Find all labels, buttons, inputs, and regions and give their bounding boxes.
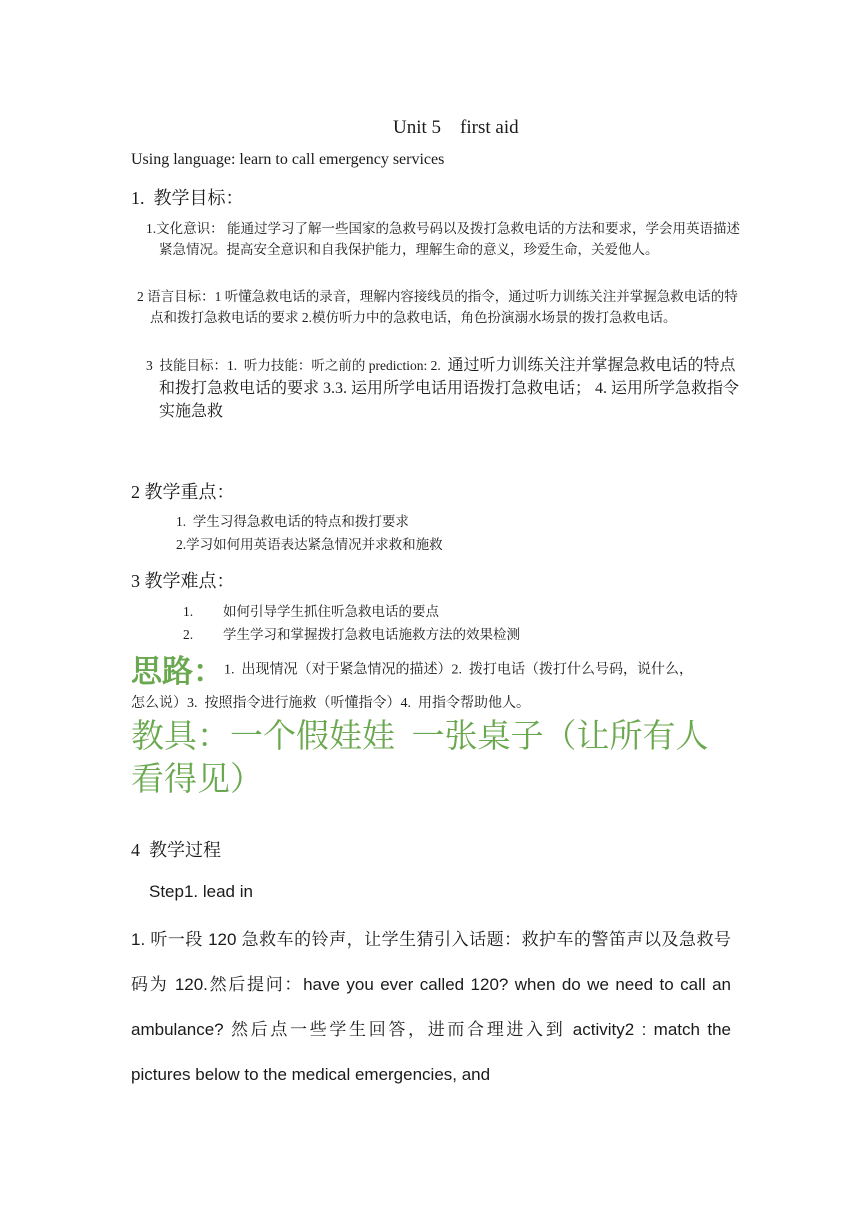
- difficulties-heading: 3 教学难点：: [131, 571, 235, 591]
- difficulty-item-2: [183, 624, 520, 645]
- approach-line-1: [131, 646, 693, 691]
- objectives-heading: 1. 教学目标：: [131, 188, 244, 208]
- key-point-item-2: 2.学习如何用英语表达紧急情况并求救和施救: [176, 537, 443, 552]
- process-step-1: Step1. lead in: [149, 882, 253, 901]
- difficulty-item-1: [183, 601, 439, 622]
- objective-item-skills: [146, 354, 743, 423]
- difficulty-number: 2.: [183, 627, 194, 642]
- objective-item-language: 2 语言目标：1 听懂急救电话的录音，理解内容接线员的指令，通过听力训练关注并掌握急救电话的特点和拨打急救电话的要求 2.模仿听力中的急救电话，角色扮演溺水场景的拨打急救电话。: [137, 289, 738, 325]
- approach-text-1: 1. 出现情况（对于紧急情况的描述）2. 拨打电话（拨打什么号码，说什么，: [224, 662, 693, 678]
- teaching-aids-line-1: 教具：一个假娃娃 一张桌子（让所有人: [131, 719, 709, 755]
- approach-line-2: 怎么说）3. 按照指令进行施救（听懂指令）4. 用指令帮助他人。: [131, 696, 530, 711]
- approach-label: 思路：: [131, 654, 224, 689]
- difficulty-number: 1.: [183, 604, 194, 619]
- objective-item-culture: 1.文化意识： 能通过学习了解一些国家的急救号码以及拨打急救电话的方法和要求，学会用英语描述紧急情况。提高安全意识和自我保护能力，理解生命的意义，珍爱生命，关爱他人。: [146, 221, 740, 257]
- process-heading: 4 教学过程: [131, 840, 221, 860]
- process-paragraph: 1. 听一段 120 急救车的铃声，让学生猜引入话题：救护车的警笛声以及急救号码为 120.然后提问：have you ever called 120? when do we need to call an ambulance? 然后点一些学生回答，进而合理进入到 activity2 : match the pictures below to the medical emergencies, and: [131, 930, 731, 1084]
- document-subtitle: Using language: learn to call emergency services: [131, 151, 445, 168]
- key-point-item-1: 1. 学生习得急救电话的特点和拨打要求: [176, 514, 409, 529]
- objective-skills-part2: 通过听力训练关注并掌握急救电话的特点和拨打急救电话的要求 3.3. 运用所学电话用语拨打急救电话； 4. 运用所学急救指令实施急救: [159, 357, 740, 420]
- document-title: Unit 5 first aid: [393, 117, 519, 138]
- teaching-aids-line-2: 看得见）: [131, 762, 263, 798]
- difficulty-text: 学生学习和掌握拨打急救电话施救方法的效果检测: [223, 627, 520, 642]
- objective-skills-part1: 3 技能目标：1. 听力技能：听之前的 prediction: 2.: [146, 358, 448, 373]
- key-points-heading: 2 教学重点：: [131, 482, 235, 502]
- difficulty-text: 如何引导学生抓住听急救电话的要点: [223, 604, 439, 619]
